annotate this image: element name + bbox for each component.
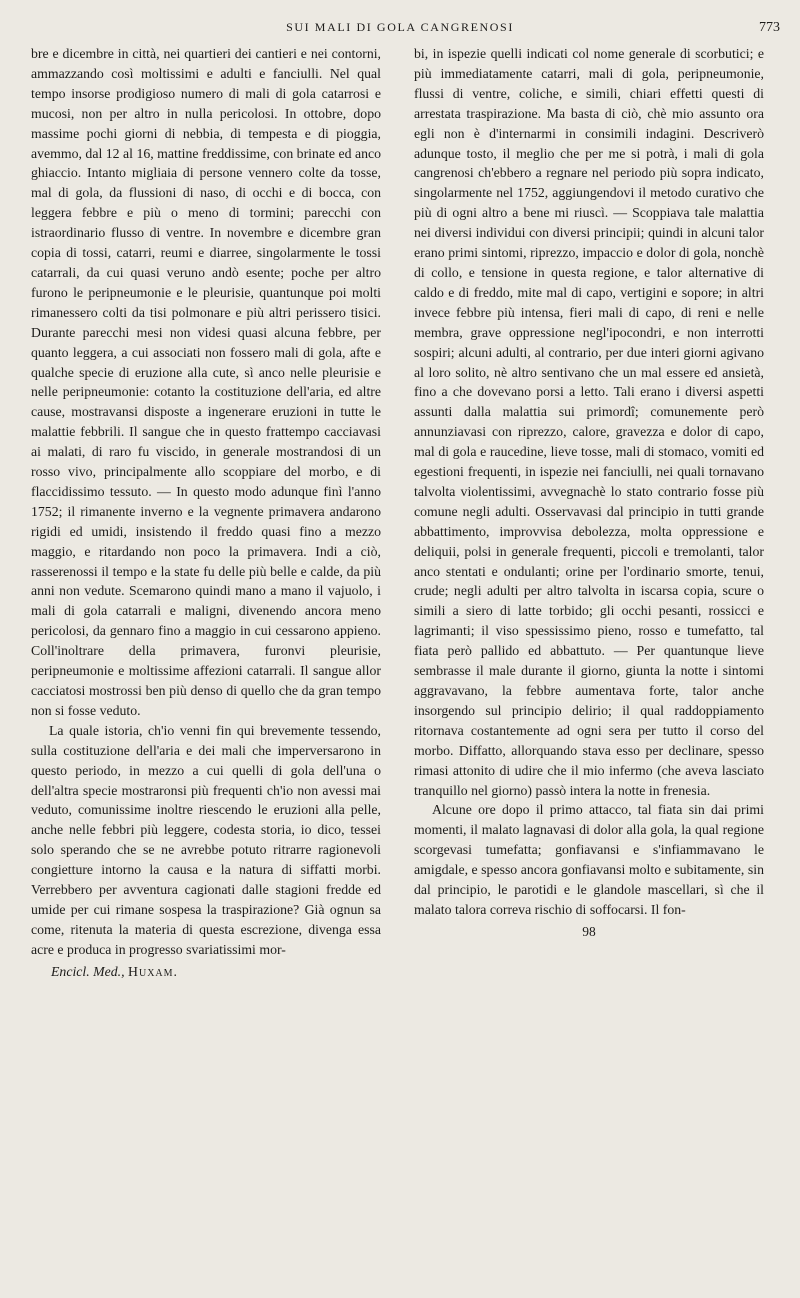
footnote-reference: [51, 962, 381, 982]
left-column: [31, 44, 381, 982]
running-title: SUI MALI DI GOLA CANGRENOSI: [286, 20, 514, 34]
right-paragraph-1: bi, in ispezie quelli indicati col nome generale di scorbutici; e più immediatamente catarri, mali di gola, peripneumonie, flussi di ventre, coliche, e simili, chiari effetti questi di arrestata traspirazione. Ma basta di ciò, chè mio assunto ora egli non è d'internarmi in consimili indagini. Descriverò adunque tosto, il meglio che per me si potrà, i mali di gola cangrenosi ch'ebbero a regnare nel periodo più sopra indicato, singolarmente nel 1752, aggiungendovi il metodo curativo che più di ogni altro a bene mi riuscì. — Scoppiava tale malattia nei diversi individui con diversi principii; quindi in alcuni talor erano primi sintomi, riprezzo, impaccio e dolor di gola, nonchè di collo, e tensione in questa regione, e talor alternative di caldo e di freddo, mite mal di capo, vertigini e sopore; in altri invece febbre più intensa, fieri mali di capo, di reni e nelle membra, grave oppressione negl'ipocondri, e non interrotti sospiri; alcuni adulti, al contrario, per due interi giorni agivano al loro solito, nè altro sentivano che un mal essere ed ansietà, fino a che dovevano porsi a letto. Tali erano i diversi aspetti assunti dalla malattia sui primordî; comunemente però annunziavasi con riprezzo, calore, gravezza e dolor di capo, mal di gola e raucedine, lieve tosse, mali di stomaco, vomiti ed egestioni frequenti, in ispezie nei fanciulli, nei quali tornavano talvolta violentissimi, avvegnachè lo stato contrario fosse più comune negli adulti. Osservavasi dal principio in tutti grande abbattimento, improvvisa debolezza, molta oppressione e deliquii, polsi in generale frequenti, piccoli e tremolanti, talor anco stentati e ondulanti; orine per l'ordinario smorte, tenui, crude; negli adulti per altro talvolta in iscarsa copia, scure o simili a siero di latte torbido; gli occhi pesanti, rossicci e lagrimanti; il viso spessissimo pieno, rosso e tumefatto, tal fiata però pallido ed abbattuto. — Per quantunque lieve sembrasse il male durante il giorno, giunta la notte i sintomi aggravavano, la febbre aumentava forte, talor anche insorgendo sul principio delirio; il qual raddoppiamento ritornava costantemente ad ogni sera per tutto il corso del morbo. Diffatto, allorquando stava esso per declinare, spesso rimasi attonito di udire che il mio infermo (che aveva lasciato tranquillo nel giorno) passò intera la notte in frenesia.: [414, 46, 764, 798]
page-number: 773: [759, 20, 780, 35]
left-paragraph-2: La quale istoria, ch'io venni fin qui brevemente tessendo, sulla costituzione dell'aria e dei mali che imperversarono in questo periodo, in mezzo a cui quelli di gola dell'una o dell'altra specie mostraronsi più frequenti ch'io non avessi mai veduto, comunissime inoltre riescendo le eruzioni alla pelle, anche nelle febbri più leggere, codesta storia, io dico, tessei solo sperando che se ne avrebbe potuto ritrarre ragionevoli congietture intorno la causa e la natura di siffatti morbi. Verrebbero per avventura cagionati dalle stagioni fredde ed umide per cui rimane sospesa la traspirazione? Già ognun sa come, ritenuta la materia di questa escrezione, divenga essa acre e produca in progresso svariatissimi mor-: [31, 722, 381, 957]
right-paragraph-2: Alcune ore dopo il primo attacco, tal fiata sin dai primi momenti, il malato lagnavasi di dolor alla gola, la qual regione scorgevasi tumefatta; gonfiavansi e s'infiammavano le amigdale, e spesso ancora gonfiavansi molto e subitamente, sin dal principio, le parotidi e le glandole mascellari, sì che il malato talora correva rischio di soffocarsi. Il fon-: [414, 802, 764, 917]
signature-mark: 98: [582, 923, 596, 939]
footnote-author: Huxam.: [128, 963, 178, 979]
left-paragraph-1: bre e dicembre in città, nei quartieri dei cantieri e nei contorni, ammazzando così moltissimi e adulti e fanciulli. Nel qual tempo insorse prodigioso numero di mali di gola catarrosi e mucosi, non per altro in nulla pericolosi. In ottobre, dopo massime pochi giorni di nebbia, di tempesta e di pioggia, avemmo, dal 12 al 16, mattine freddissime, con brinate ed anco ghiaccio. Intanto migliaia di persone vennero colte da tosse, mal di gola, da flussioni di naso, di occhi e di bocca, con leggera febbre e più o meno di tormini; parecchi con istraordinario flusso di ventre. In novembre e dicembre gran copia di tossi, catarri, reumi e diarree, singolarmente le tossi catarrali, da cui quasi veruno andò esente; poche per altro furono le peripneumonie e le pleurisie, quantunque poi molti rimanessero colti da tisi polmonare e più altri perissero tisici. Durante parecchi mesi non videsi quasi alcuna febbre, per quanto leggera, a cui associati non fossero mali di gola, afte e qualche specie di eruzione alla cute, sì anco nelle pleurisie e nelle peripneumonie: cotanto la costituzione dell'aria, ed altre cause, mostravansi disposte a ingenerare eruzioni in tutte le malattie febbrili. Il sangue che in questo frattempo cacciavasi ai malati, di raro fu viscido, in generale mostrandosi di un rosso vivo, principalmente allo scoppiare del morbo, e di flaccidissimo tessuto. — In questo modo adunque finì l'anno 1752; il rimanente inverno e la vegnente primavera andarono rigidi ed umidi, insistendo il freddo quasi fino a mezzo maggio, e ritardando non poco la primavera. Indi a ciò, rasserenossi il tempo e la state fu delle più belle e calde, da più anni non vedute. Scemarono quindi mano a mano il vajuolo, i mali di gola catarrali e maligni, divenendo ancora meno pericolosi, da gennaro fino a maggio in cui cessarono appieno. Coll'inoltrare della primavera, furonvi pleurisie, peripneumonie e moltissime affezioni catarrali. Il sangue allor cacciatosi mostrossi ben più denso di quello che da gran tempo non si fosse veduto.: [31, 46, 381, 718]
footnote-source: Encicl. Med.,: [51, 963, 125, 979]
right-column: [414, 44, 764, 942]
